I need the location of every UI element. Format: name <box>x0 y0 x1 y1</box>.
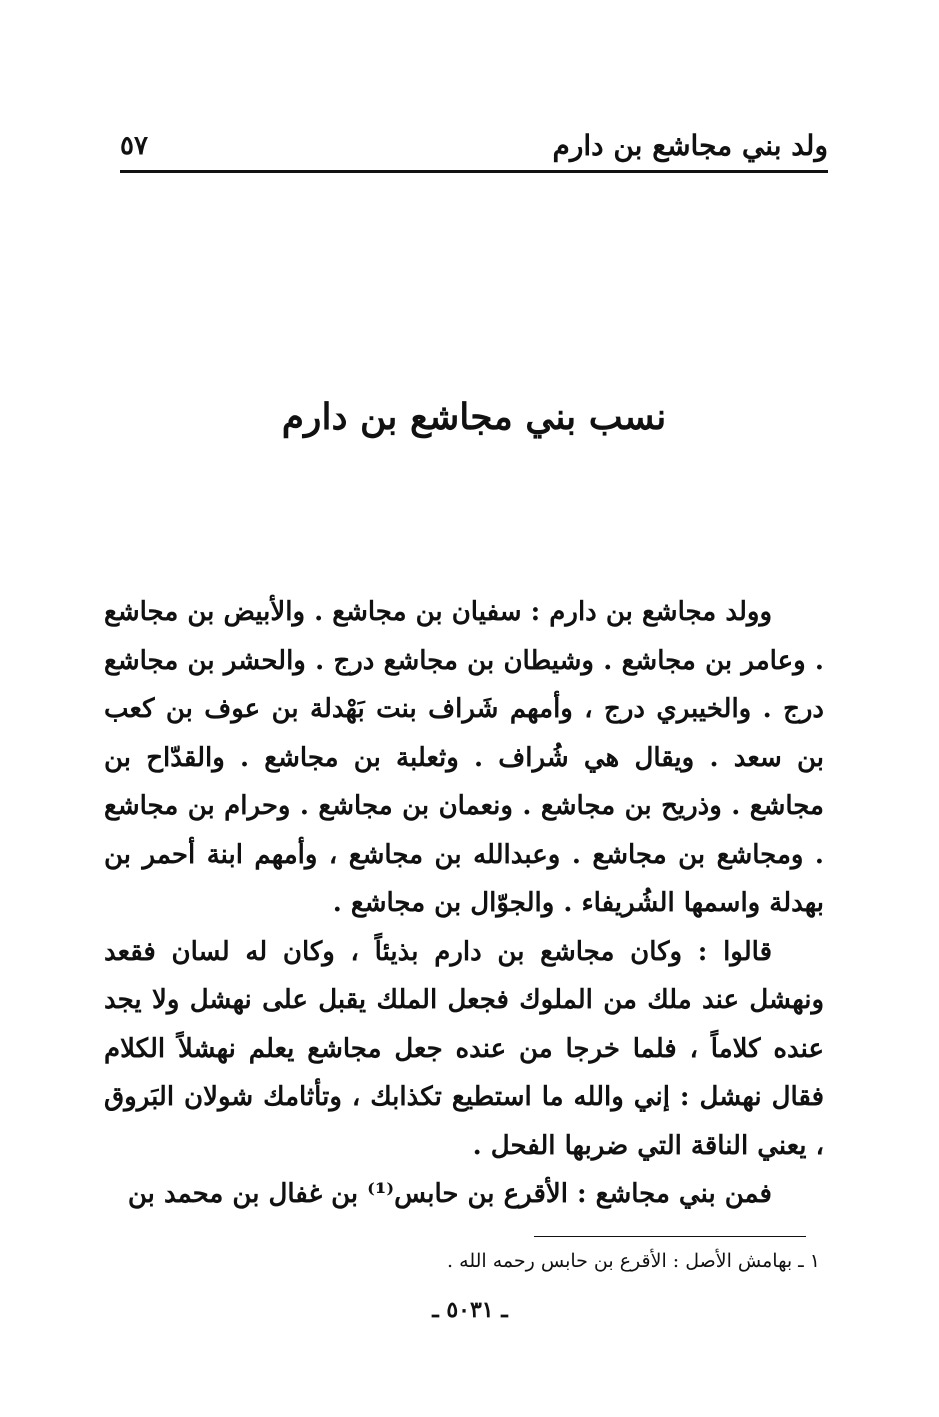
paragraph-continuation: فمن بني مجاشع : الأقرع بن حابس⁽¹⁾ بن غفال بن محمد بن <box>127 1179 772 1209</box>
paragraph-anecdote: قالوا : وكان مجاشع بن دارم بذيئاً ، وكان له لسان فقعد ونهشل عند ملك من الملوك فجعل الملك يقبل على نهشل ولا يجد عنده كلاماً ، فلما خرجا من عنده جعل مجاشع يعلم نهشلاً الكلام فقال نهشل : إني والله ما استطيع تكذابك ، وتأثامك شولان البَروق ، يعني الناقة التي ضربها الفحل . <box>104 936 824 1161</box>
header-rule <box>120 170 828 173</box>
folio-number: ـ ٥٠٣١ ـ <box>432 1297 508 1323</box>
footnote-rule <box>534 1236 806 1237</box>
page-number: ٥٧ <box>120 131 148 161</box>
chapter-title: نسب بني مجاشع بن دارم <box>281 396 667 438</box>
page-header <box>120 118 828 166</box>
body-text <box>104 588 824 1219</box>
footnote: ١ ـ بهامش الأصل : الأقرع بن حابس رحمه الله . <box>447 1250 820 1272</box>
paragraph-genealogy: وولد مجاشع بن دارم : سفيان بن مجاشع . والأبيض بن مجاشع . وعامر بن مجاشع . وشيطان بن مجاشع درج . والحشر بن مجاشع درج . والخيبري درج ، وأمهم شَراف بنت بَهْدلة بن عوف بن كعب بن سعد . ويقال هي شُراف . وثعلبة بن مجاشع . والقدّاح بن مجاشع . وذريح بن مجاشع . ونعمان بن مجاشع . وحرام بن مجاشع . ومجاشع بن مجاشع . وعبدالله بن مجاشع ، وأمهم ابنة أحمر بن بهدلة واسمها الشُريفاء . والجوّال بن مجاشع . <box>104 597 824 918</box>
running-title: ولد بني مجاشع بن دارم <box>552 129 828 162</box>
